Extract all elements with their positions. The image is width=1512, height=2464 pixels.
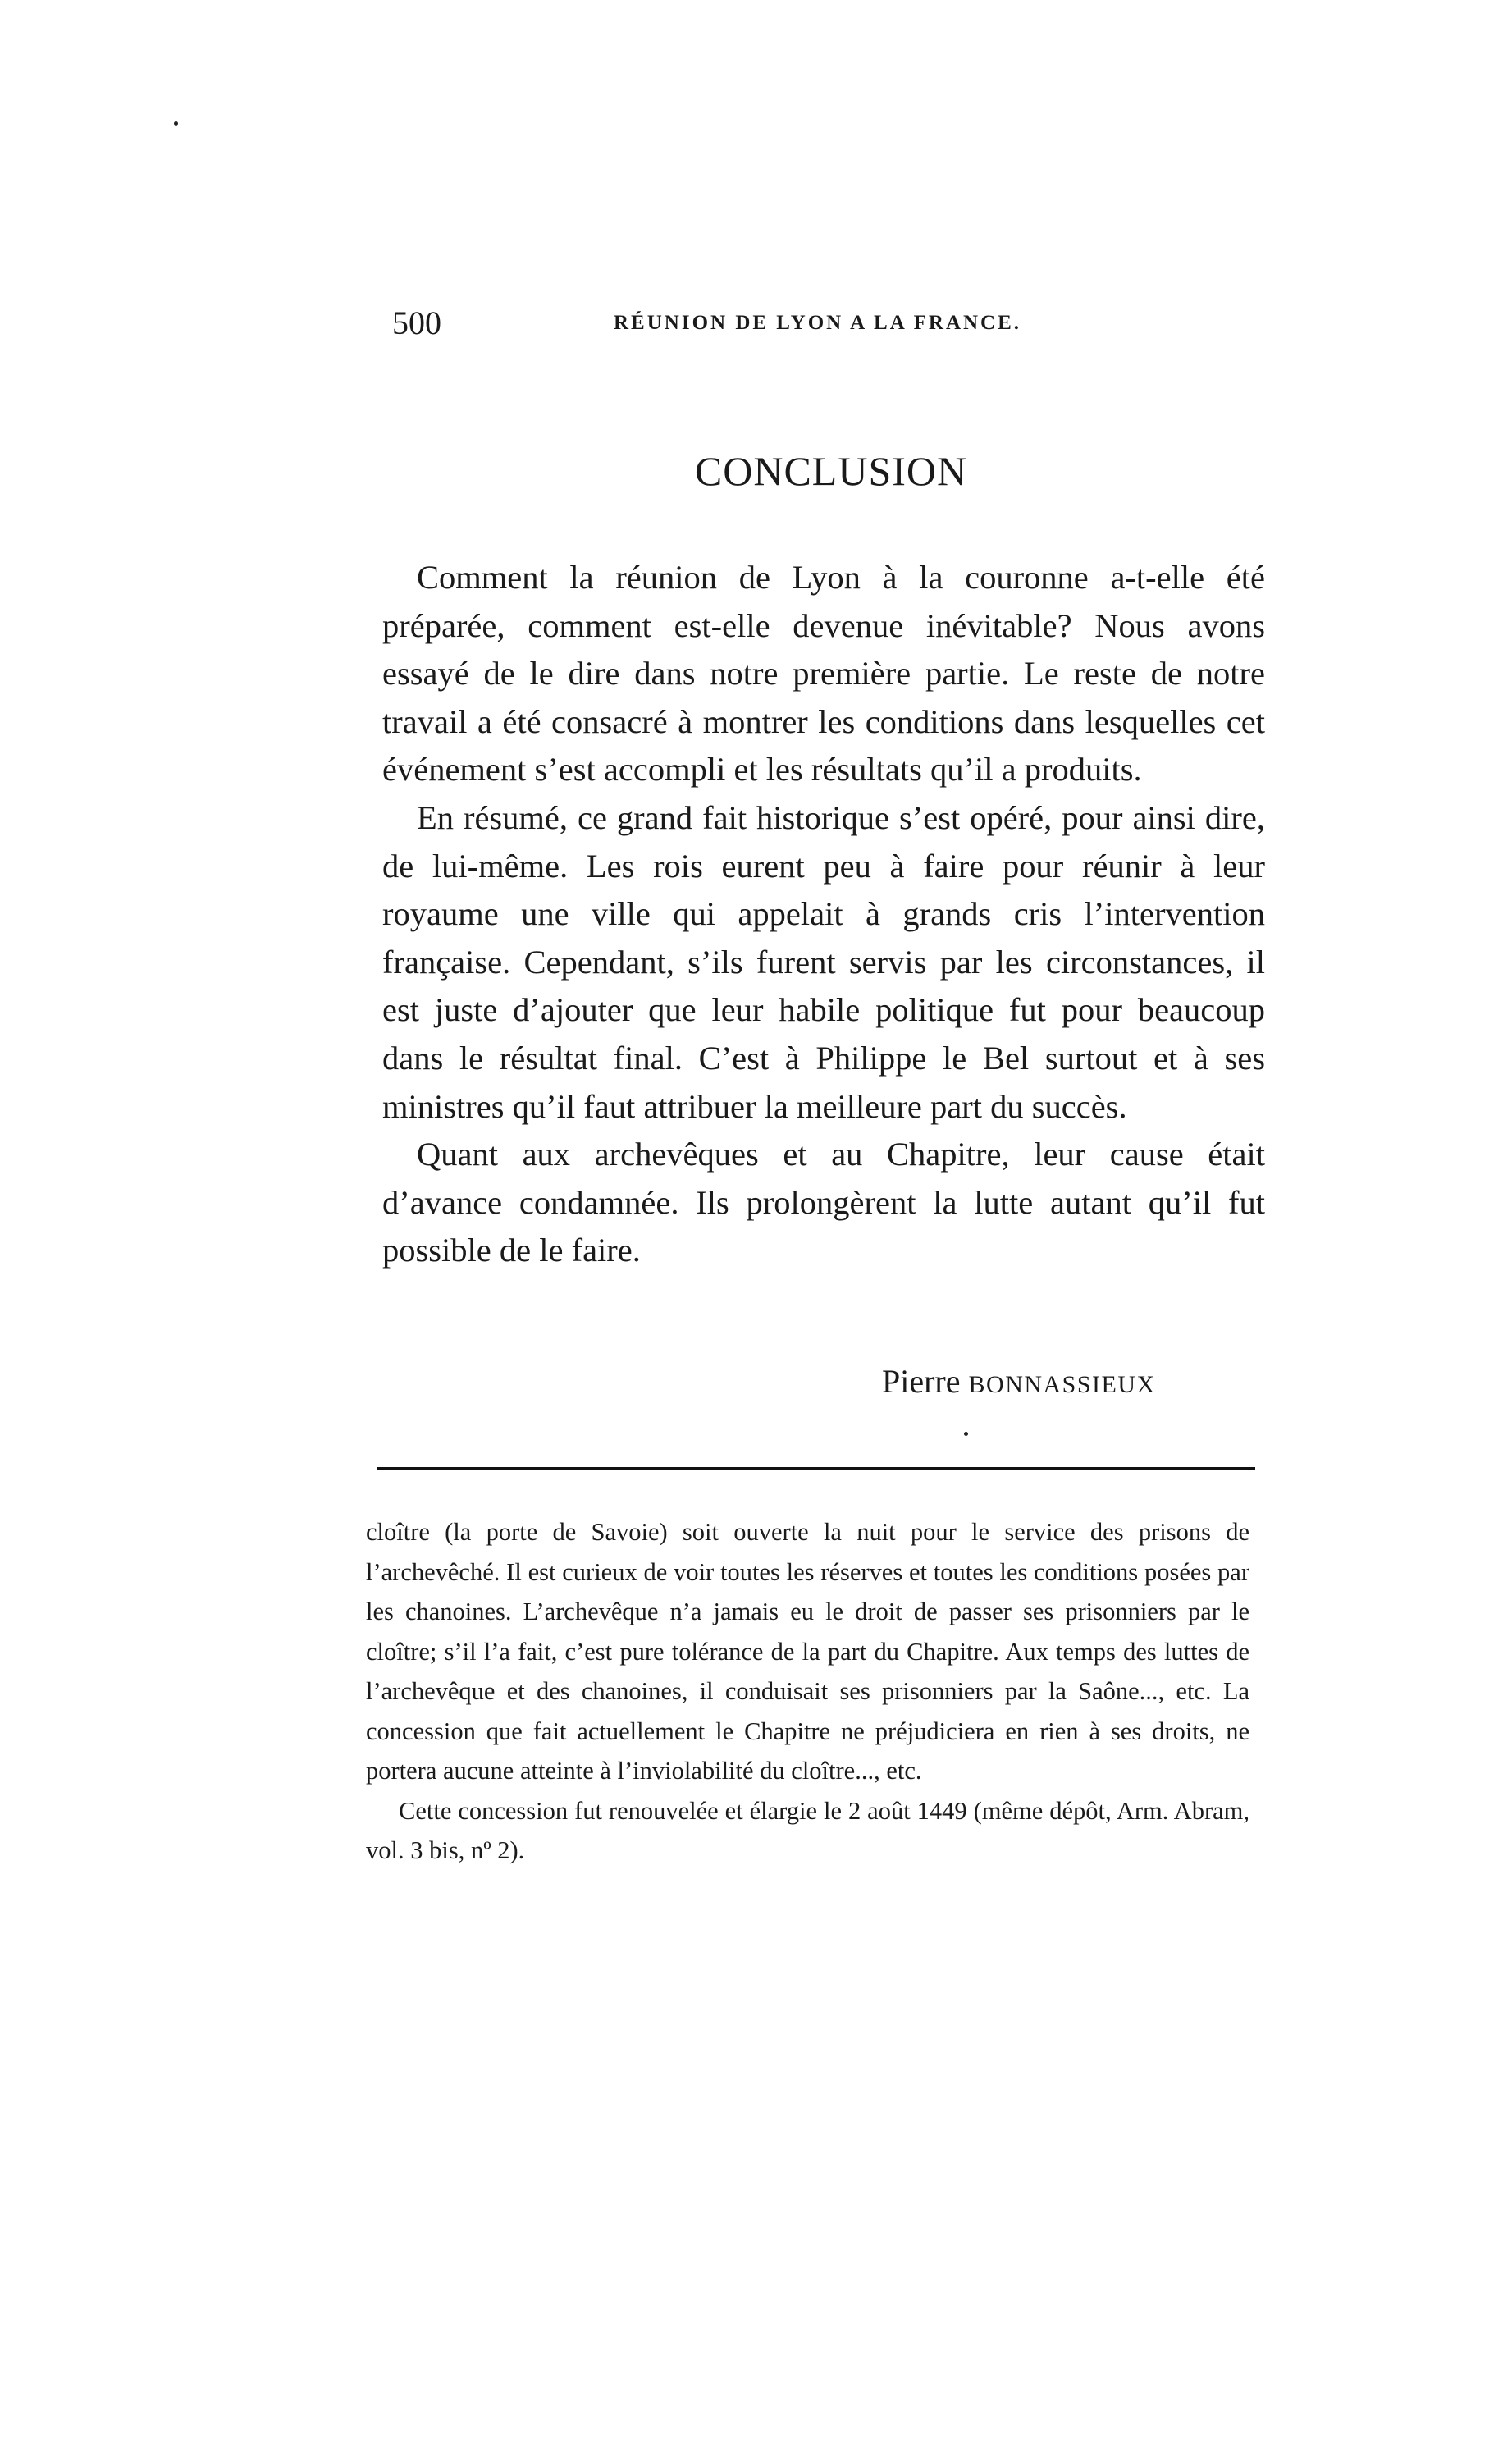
paragraph: Quant aux archevêques et au Chapitre, leur cause était d’avance condamnée. Ils prolongèrent la lutte autant qu’il fut possible de le faire. xyxy=(382,1136,1265,1269)
footnote-divider xyxy=(377,1467,1255,1470)
page-header xyxy=(392,304,1254,345)
chapter-title: CONCLUSION xyxy=(694,448,968,494)
page-number: 500 xyxy=(392,304,441,341)
author-signature xyxy=(882,1362,1156,1401)
footnote-text: cloître (la porte de Savoie) soit ouverte la nuit pour le service des prisons de l’archevêché. Il est curieux de voir toutes les réserves et toutes les conditions posées par les chanoines. L’archevêque n’a jamais eu le droit de passer ses prisonniers par le cloître; s’il l’a fait, c’est pure tolérance de la part du Chapitre. Aux temps des luttes de l’archevêque et des chanoines, il conduisait ses prisonniers par la Saône..., etc. La concession que fait actuellement le Chapitre ne préjudiciera en rien à ses droits, ne portera aucune atteinte à l’inviolabilité du cloître..., etc. xyxy=(366,1518,1249,1785)
running-head: RÉUNION DE LYON A LA FRANCE. xyxy=(614,312,1022,334)
author-surname: BONNASSIEUX xyxy=(968,1371,1156,1398)
footnote-text: Cette concession fut renouvelée et élargie le 2 août 1449 (même dépôt, Arm. Abram, vol. 3 bis, nº 2). xyxy=(366,1796,1249,1864)
footnotes xyxy=(366,1512,1249,1871)
author-first-name: Pierre xyxy=(882,1363,961,1400)
print-speck xyxy=(964,1432,968,1436)
body-text xyxy=(382,554,1265,1275)
paragraph: En résumé, ce grand fait historique s’est opéré, pour ainsi dire, de lui-même. Les rois eurent peu à faire pour réunir à leur royaume une ville qui appelait à grands cris l’intervention française. Cependant, s’ils furent servis par les circonstances, il est juste d’ajouter que leur habile politique fut pour beaucoup dans le résultat final. C’est à Philippe le Bel surtout et à ses ministres qu’il faut attribuer la meilleure part du succès. xyxy=(382,798,1265,1125)
print-speck xyxy=(174,121,178,126)
paragraph: Comment la réunion de Lyon à la couronne a-t-elle été préparée, comment est-elle devenue inévitable? Nous avons essayé de le dire dans notre première partie. Le reste de notre travail a été consacré à montrer les conditions dans lesquelles cet événement s’est accompli et les résultats qu’il a produits. xyxy=(382,559,1265,789)
